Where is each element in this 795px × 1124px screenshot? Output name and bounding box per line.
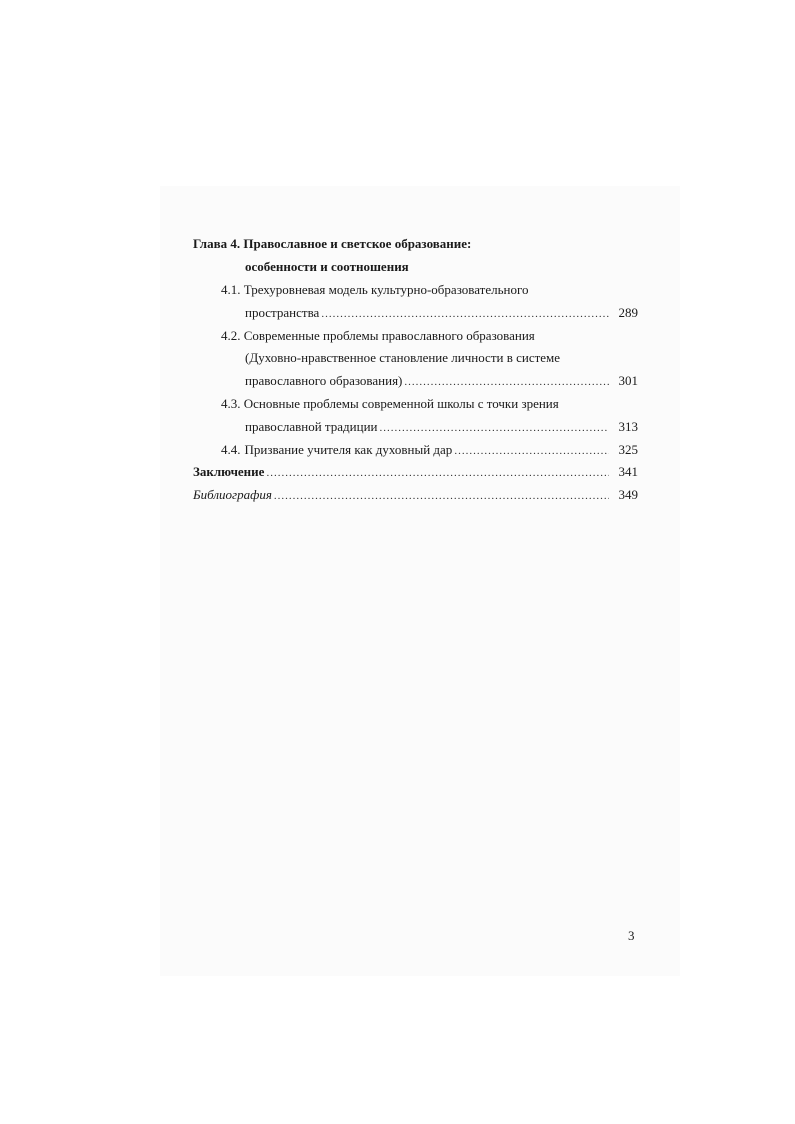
chapter-subtitle: особенности и соотношения bbox=[245, 259, 409, 274]
dot-leader bbox=[404, 374, 609, 390]
section-title-last-line: пространства bbox=[245, 305, 320, 320]
page-number: 3 bbox=[628, 928, 635, 943]
section-number: 4.3. bbox=[221, 396, 241, 411]
page-reference: 313 bbox=[618, 419, 638, 434]
toc-entry-4-1 bbox=[221, 282, 529, 298]
section-title-last-line: православного образования) bbox=[245, 373, 403, 388]
bibliography-label: Библиография bbox=[193, 487, 272, 502]
toc-leader-4-3 bbox=[245, 419, 638, 436]
dot-leader bbox=[274, 488, 609, 504]
toc-leader-4-1 bbox=[245, 305, 638, 322]
page-reference: 349 bbox=[618, 487, 638, 502]
page-reference: 341 bbox=[618, 464, 638, 479]
section-title-line: Трехуровневая модель культурно-образовательного bbox=[243, 282, 529, 297]
conclusion-label: Заключение bbox=[193, 464, 265, 479]
section-title-last-line: православной традиции bbox=[245, 419, 378, 434]
section-title-line: Современные проблемы православного образования bbox=[243, 328, 535, 343]
dot-leader bbox=[379, 420, 609, 436]
section-number: 4.1. bbox=[221, 282, 241, 297]
dot-leader bbox=[266, 465, 609, 481]
page-reference: 289 bbox=[618, 305, 638, 320]
section-title-last-line: Призвание учителя как духовный дар bbox=[244, 442, 453, 457]
toc-entry-4-2 bbox=[221, 328, 535, 344]
toc-entry-4-3 bbox=[221, 396, 559, 412]
page-reference: 301 bbox=[618, 373, 638, 388]
dot-leader bbox=[454, 443, 609, 459]
section-number: 4.4. bbox=[221, 442, 241, 457]
toc-entry-4-4 bbox=[221, 442, 638, 459]
dot-leader bbox=[321, 306, 609, 322]
chapter-title: Глава 4. Православное и светское образование: bbox=[193, 236, 472, 251]
page-reference: 325 bbox=[618, 442, 638, 457]
toc-entry-conclusion bbox=[193, 464, 638, 481]
section-title-line: Основные проблемы современной школы с точки зрения bbox=[243, 396, 559, 411]
toc-entry-bibliography bbox=[193, 487, 638, 504]
toc-leader-4-2 bbox=[245, 373, 638, 390]
section-title-line: (Духовно-нравственное становление личности в системе bbox=[245, 350, 561, 365]
section-number: 4.2. bbox=[221, 328, 241, 343]
